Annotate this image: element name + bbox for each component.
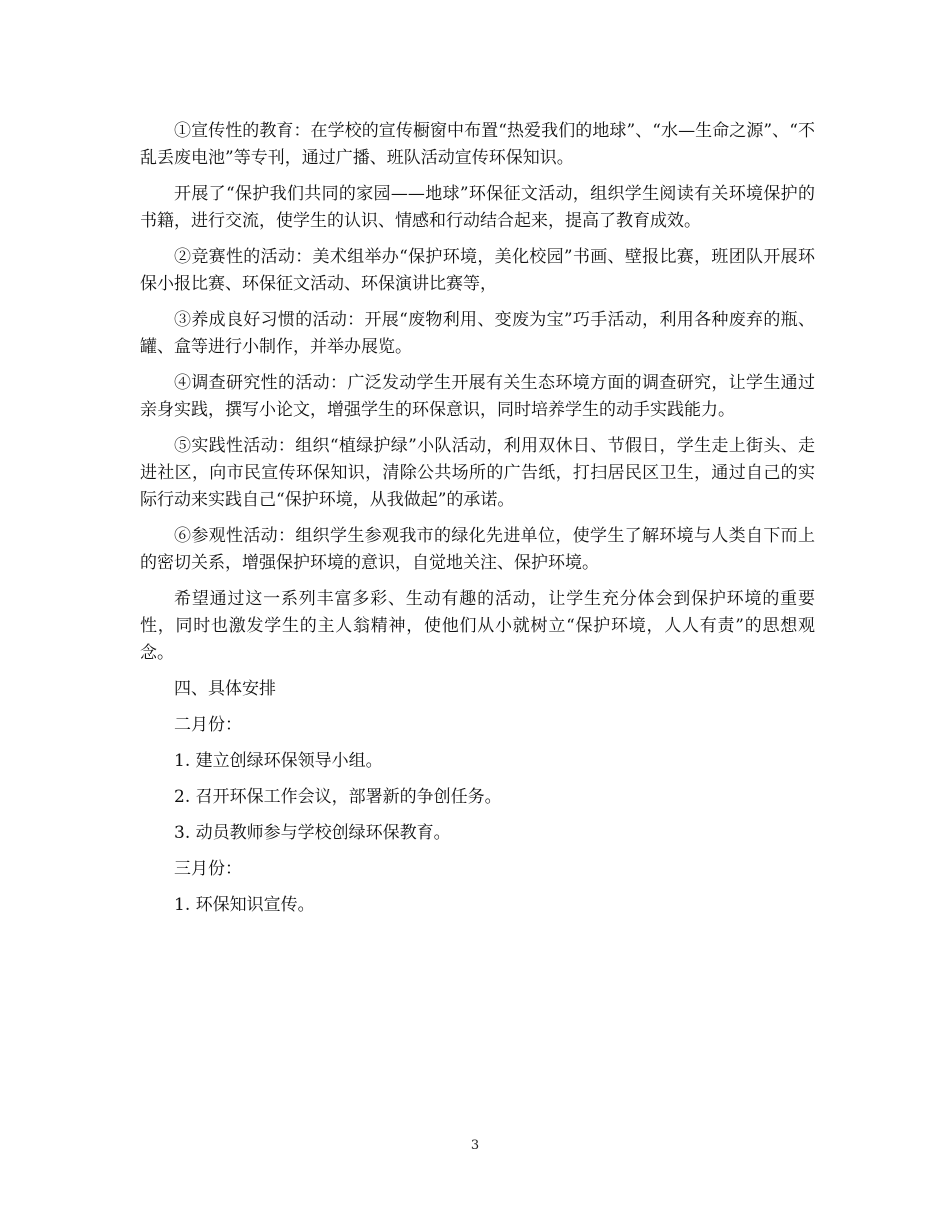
page-number: 3 bbox=[470, 1138, 480, 1153]
section-heading-arrangement: 四、具体安排 bbox=[174, 679, 276, 699]
list-item-feb-2: 2. 召开环保工作会议，部署新的争创任务。 bbox=[174, 787, 502, 807]
list-item-feb-1: 1. 建立创绿环保领导小组。 bbox=[174, 751, 383, 771]
month-heading-march: 三月份： bbox=[174, 859, 242, 879]
paragraph-habit-activity: ③养成良好习惯的活动：开展“废物利用、变废为宝”巧手活动，利用各种废弃的瓶、罐、盒等进行小制作，并举办展览。 bbox=[140, 310, 815, 357]
paragraph-hope-summary: 希望通过这一系列丰富多彩、生动有趣的活动，让学生充分体会到保护环境的重要性，同时也激发学生的主人翁精神，使他们从小就树立“保护环境，人人有责”的思想观念。 bbox=[140, 589, 815, 663]
paragraph-visit-activity: ⑥参观性活动：组织学生参观我市的绿化先进单位，使学生了解环境与人类自下而上的密切关系，增强保护环境的意识，自觉地关注、保护环境。 bbox=[140, 526, 815, 573]
paragraph-practice-activity: ⑤实践性活动：组织“植绿护绿”小队活动，利用双休日、节假日，学生走上街头、走进社区，向市民宣传环保知识，清除公共场所的广告纸，打扫居民区卫生，通过自己的实际行动来实践自己“保护环境，从我做起”的承诺。 bbox=[140, 436, 815, 510]
paragraph-essay-activity: 开展了“保护我们共同的家园——地球”环保征文活动，组织学生阅读有关环境保护的书籍，进行交流，使学生的认识、情感和行动结合起来，提高了教育成效。 bbox=[140, 184, 815, 231]
paragraph-research-activity: ④调查研究性的活动：广泛发动学生开展有关生态环境方面的调查研究，让学生通过亲身实践，撰写小论文，增强学生的环保意识，同时培养学生的动手实践能力。 bbox=[140, 373, 815, 420]
list-item-feb-3: 3. 动员教师参与学校创绿环保教育。 bbox=[174, 823, 451, 843]
paragraph-competition-activity: ②竞赛性的活动：美术组举办“保护环境，美化校园”书画、壁报比赛，班团队开展环保小报比赛、环保征文活动、环保演讲比赛等， bbox=[140, 247, 815, 294]
paragraph-publicity-education: ①宣传性的教育：在学校的宣传橱窗中布置“热爱我们的地球”、“水—生命之源”、“不乱丢废电池”等专刊，通过广播、班队活动宣传环保知识。 bbox=[140, 121, 815, 168]
document-body bbox=[140, 118, 815, 928]
month-heading-february: 二月份： bbox=[174, 715, 242, 735]
list-item-mar-1: 1. 环保知识宣传。 bbox=[174, 895, 315, 915]
